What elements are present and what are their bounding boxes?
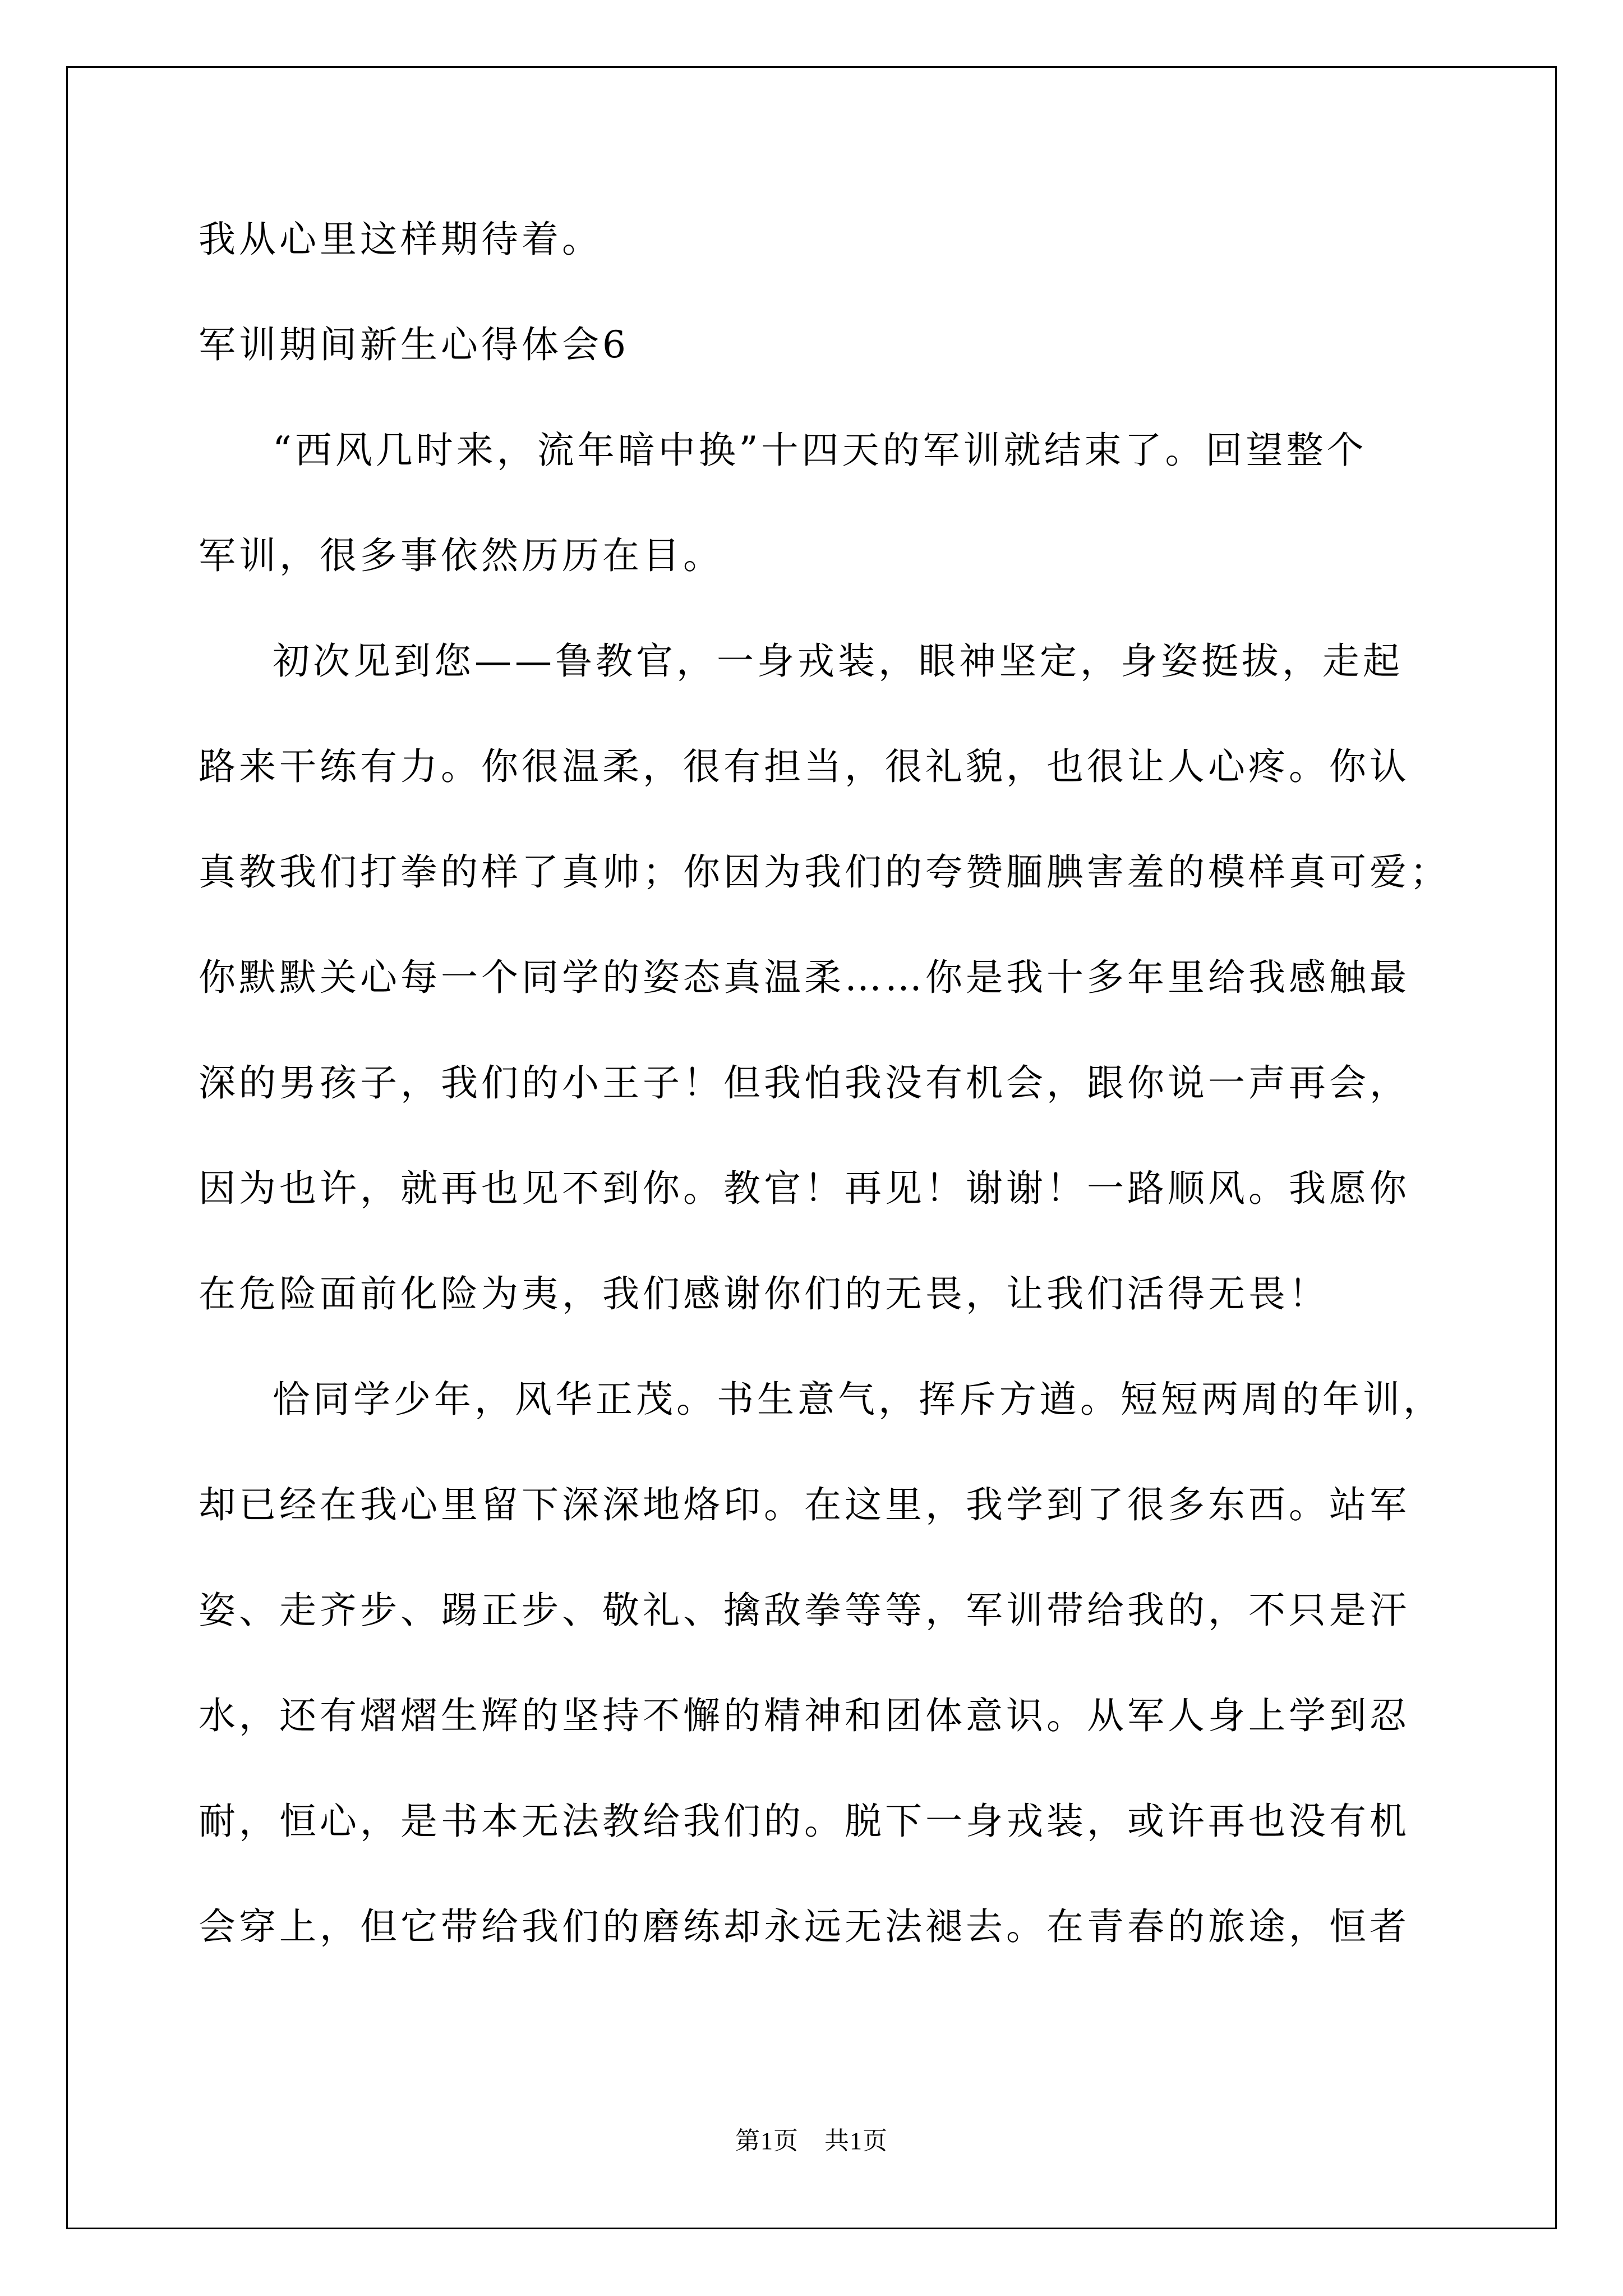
text-line: 耐，恒心，是书本无法教给我们的。脱下一身戎装，或许再也没有机	[199, 1800, 1410, 1843]
text-line: 我从心里这样期待着。	[199, 218, 602, 261]
text-line: 初次见到您——鲁教官，一身戎装，眼神坚定，身姿挺拔，走起	[273, 639, 1403, 683]
text-line: 你默默关心每一个同学的姿态真温柔……你是我十多年里给我感触最	[199, 956, 1410, 999]
page-number: 第1页	[735, 2127, 799, 2155]
text-line: 在危险面前化险为夷，我们感谢你们的无畏，让我们活得无畏！	[199, 1272, 1329, 1315]
text-line: 会穿上，但它带给我们的磨练却永远无法褪去。在青春的旅途，恒者	[199, 1905, 1410, 1948]
text-line: 路来干练有力。你很温柔，很有担当，很礼貌，也很让人心疼。你认	[199, 745, 1410, 788]
text-line: 却已经在我心里留下深深地烙印。在这里，我学到了很多东西。站军	[199, 1483, 1410, 1526]
text-line: “西风几时来，流年暗中换”十四天的军训就结束了。回望整个	[273, 429, 1367, 472]
text-line: 军训，很多事依然历历在目。	[199, 534, 723, 577]
text-line: 因为也许，就再也见不到你。教官！再见！谢谢！一路顺风。我愿你	[199, 1167, 1410, 1210]
section-heading: 军训期间新生心得体会6	[199, 323, 629, 366]
text-line: 深的男孩子，我们的小王子！但我怕我没有机会，跟你说一声再会，	[199, 1061, 1410, 1105]
text-line: 姿、走齐步、踢正步、敬礼、擒敌拳等等，军训带给我的，不只是汗	[199, 1589, 1410, 1632]
text-line: 真教我们打拳的样了真帅；你因为我们的夸赞腼腆害羞的模样真可爱；	[199, 850, 1450, 894]
page-footer	[0, 2120, 1623, 2156]
text-line: 水，还有熠熠生辉的坚持不懈的精神和团体意识。从军人身上学到忍	[199, 1694, 1410, 1737]
page-total: 共1页	[824, 2127, 888, 2155]
text-line: 恰同学少年，风华正茂。书生意气，挥斥方遒。短短两周的年训，	[273, 1378, 1444, 1421]
